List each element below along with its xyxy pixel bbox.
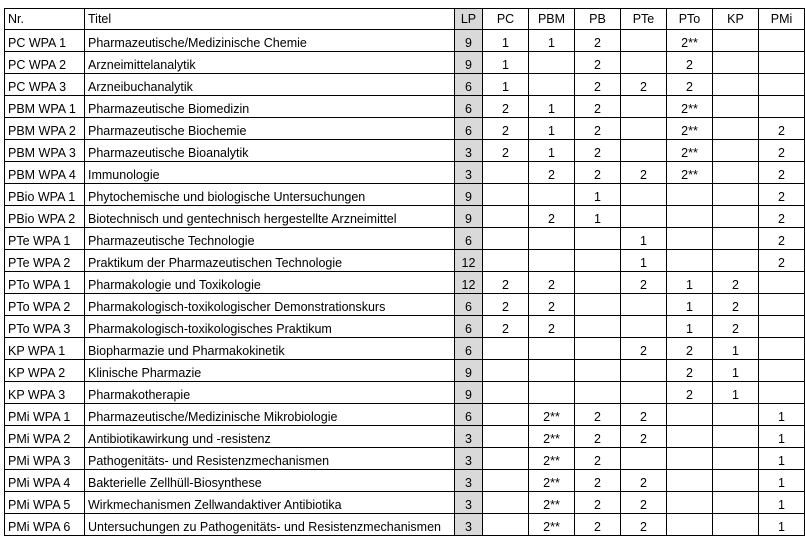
cell-titel: Pathogenitäts- und Resistenzmechanismen bbox=[85, 448, 455, 470]
cell-pmi bbox=[759, 96, 805, 118]
table-row bbox=[5, 382, 805, 404]
table-row bbox=[5, 118, 805, 140]
cell-nr: PMi WPA 4 bbox=[5, 470, 85, 492]
cell-lp: 3 bbox=[455, 448, 483, 470]
cell-pmi: 1 bbox=[759, 470, 805, 492]
cell-pbm: 2** bbox=[529, 514, 575, 536]
cell-pte bbox=[621, 316, 667, 338]
cell-kp bbox=[713, 470, 759, 492]
cell-pbm: 2** bbox=[529, 448, 575, 470]
cell-nr: PC WPA 2 bbox=[5, 52, 85, 74]
cell-lp: 12 bbox=[455, 272, 483, 294]
cell-nr: PBio WPA 1 bbox=[5, 184, 85, 206]
cell-kp bbox=[713, 448, 759, 470]
cell-pmi: 2 bbox=[759, 162, 805, 184]
cell-pto: 2** bbox=[667, 30, 713, 52]
cell-pto bbox=[667, 250, 713, 272]
cell-lp: 6 bbox=[455, 404, 483, 426]
cell-titel: Pharmazeutische Technologie bbox=[85, 228, 455, 250]
cell-pto bbox=[667, 492, 713, 514]
cell-pb: 2 bbox=[575, 140, 621, 162]
cell-pto: 1 bbox=[667, 294, 713, 316]
cell-titel: Pharmazeutische Biomedizin bbox=[85, 96, 455, 118]
cell-pto: 2** bbox=[667, 96, 713, 118]
cell-kp: 2 bbox=[713, 294, 759, 316]
cell-pb bbox=[575, 360, 621, 382]
cell-lp: 9 bbox=[455, 382, 483, 404]
cell-kp bbox=[713, 206, 759, 228]
cell-pc bbox=[483, 162, 529, 184]
cell-pb: 2 bbox=[575, 162, 621, 184]
table-row bbox=[5, 206, 805, 228]
cell-pc: 1 bbox=[483, 52, 529, 74]
header-pto: PTo bbox=[667, 9, 713, 30]
cell-lp: 3 bbox=[455, 426, 483, 448]
cell-kp: 1 bbox=[713, 360, 759, 382]
cell-lp: 3 bbox=[455, 514, 483, 536]
cell-pto: 1 bbox=[667, 272, 713, 294]
table-row bbox=[5, 448, 805, 470]
cell-titel: Pharmakologie und Toxikologie bbox=[85, 272, 455, 294]
cell-pb bbox=[575, 316, 621, 338]
cell-lp: 3 bbox=[455, 470, 483, 492]
cell-nr: PBM WPA 3 bbox=[5, 140, 85, 162]
cell-pc bbox=[483, 184, 529, 206]
cell-pc bbox=[483, 448, 529, 470]
cell-kp bbox=[713, 162, 759, 184]
cell-titel: Immunologie bbox=[85, 162, 455, 184]
cell-pc bbox=[483, 492, 529, 514]
cell-pmi bbox=[759, 316, 805, 338]
cell-pc bbox=[483, 228, 529, 250]
cell-lp: 3 bbox=[455, 140, 483, 162]
cell-lp: 6 bbox=[455, 118, 483, 140]
cell-pmi bbox=[759, 360, 805, 382]
cell-nr: PMi WPA 2 bbox=[5, 426, 85, 448]
cell-titel: Pharmazeutische Bioanalytik bbox=[85, 140, 455, 162]
cell-pte bbox=[621, 96, 667, 118]
table-body bbox=[5, 30, 805, 536]
cell-pte: 2 bbox=[621, 404, 667, 426]
header-kp: KP bbox=[713, 9, 759, 30]
cell-pc bbox=[483, 426, 529, 448]
cell-lp: 9 bbox=[455, 206, 483, 228]
cell-pte: 1 bbox=[621, 228, 667, 250]
cell-pc: 2 bbox=[483, 140, 529, 162]
cell-pte: 1 bbox=[621, 250, 667, 272]
cell-lp: 3 bbox=[455, 162, 483, 184]
cell-pc bbox=[483, 360, 529, 382]
cell-pb: 2 bbox=[575, 492, 621, 514]
header-pc: PC bbox=[483, 9, 529, 30]
cell-nr: PMi WPA 5 bbox=[5, 492, 85, 514]
cell-kp: 1 bbox=[713, 338, 759, 360]
cell-pte bbox=[621, 360, 667, 382]
header-nr: Nr. bbox=[5, 9, 85, 30]
table-row bbox=[5, 316, 805, 338]
cell-pbm: 2 bbox=[529, 272, 575, 294]
cell-pb: 2 bbox=[575, 448, 621, 470]
cell-pte bbox=[621, 184, 667, 206]
cell-pte bbox=[621, 294, 667, 316]
cell-pb: 1 bbox=[575, 206, 621, 228]
cell-pto bbox=[667, 470, 713, 492]
cell-pto: 2 bbox=[667, 52, 713, 74]
table-row bbox=[5, 272, 805, 294]
cell-pmi: 2 bbox=[759, 184, 805, 206]
cell-titel: Untersuchungen zu Pathogenitäts- und Resistenzmechanismen bbox=[85, 514, 455, 536]
header-pmi: PMi bbox=[759, 9, 805, 30]
cell-nr: PTe WPA 2 bbox=[5, 250, 85, 272]
cell-titel: Klinische Pharmazie bbox=[85, 360, 455, 382]
cell-kp bbox=[713, 404, 759, 426]
cell-nr: KP WPA 2 bbox=[5, 360, 85, 382]
cell-titel: Biotechnisch und gentechnisch hergestellte Arzneimittel bbox=[85, 206, 455, 228]
cell-titel: Bakterielle Zellhüll-Biosynthese bbox=[85, 470, 455, 492]
cell-pmi: 1 bbox=[759, 514, 805, 536]
cell-pbm: 2** bbox=[529, 470, 575, 492]
cell-kp bbox=[713, 74, 759, 96]
cell-pb bbox=[575, 272, 621, 294]
cell-pbm bbox=[529, 382, 575, 404]
cell-pb: 2 bbox=[575, 30, 621, 52]
cell-pb: 2 bbox=[575, 514, 621, 536]
cell-pte bbox=[621, 448, 667, 470]
cell-nr: PBM WPA 4 bbox=[5, 162, 85, 184]
cell-nr: PTe WPA 1 bbox=[5, 228, 85, 250]
cell-pb: 2 bbox=[575, 404, 621, 426]
cell-pbm bbox=[529, 360, 575, 382]
cell-pte: 2 bbox=[621, 514, 667, 536]
cell-nr: PMi WPA 3 bbox=[5, 448, 85, 470]
cell-titel: Phytochemische und biologische Untersuchungen bbox=[85, 184, 455, 206]
table-row bbox=[5, 250, 805, 272]
header-row bbox=[5, 9, 805, 30]
cell-pbm: 1 bbox=[529, 118, 575, 140]
cell-pmi bbox=[759, 30, 805, 52]
cell-lp: 12 bbox=[455, 250, 483, 272]
cell-pb bbox=[575, 250, 621, 272]
cell-kp bbox=[713, 228, 759, 250]
cell-pte bbox=[621, 52, 667, 74]
cell-pc bbox=[483, 404, 529, 426]
cell-pmi bbox=[759, 294, 805, 316]
cell-pto: 2** bbox=[667, 140, 713, 162]
cell-pte: 2 bbox=[621, 74, 667, 96]
cell-pbm: 2** bbox=[529, 404, 575, 426]
cell-pto: 2 bbox=[667, 360, 713, 382]
table-row bbox=[5, 140, 805, 162]
cell-titel: Pharmazeutische/Medizinische Chemie bbox=[85, 30, 455, 52]
cell-pbm bbox=[529, 338, 575, 360]
cell-pto bbox=[667, 184, 713, 206]
cell-titel: Arzneimittelanalytik bbox=[85, 52, 455, 74]
cell-nr: PTo WPA 3 bbox=[5, 316, 85, 338]
cell-pmi: 2 bbox=[759, 206, 805, 228]
cell-nr: PBio WPA 2 bbox=[5, 206, 85, 228]
cell-kp bbox=[713, 250, 759, 272]
cell-pbm: 2** bbox=[529, 492, 575, 514]
cell-nr: KP WPA 1 bbox=[5, 338, 85, 360]
header-lp: LP bbox=[455, 9, 483, 30]
cell-pto bbox=[667, 426, 713, 448]
cell-pmi: 2 bbox=[759, 118, 805, 140]
cell-pc bbox=[483, 514, 529, 536]
cell-lp: 9 bbox=[455, 30, 483, 52]
cell-pc: 2 bbox=[483, 294, 529, 316]
header-pb: PB bbox=[575, 9, 621, 30]
cell-pmi bbox=[759, 52, 805, 74]
table-row bbox=[5, 426, 805, 448]
cell-kp bbox=[713, 96, 759, 118]
table-row bbox=[5, 492, 805, 514]
cell-pc: 1 bbox=[483, 74, 529, 96]
cell-pc bbox=[483, 338, 529, 360]
cell-titel: Pharmazeutische/Medizinische Mikrobiologie bbox=[85, 404, 455, 426]
cell-titel: Pharmakologisch-toxikologischer Demonstrationskurs bbox=[85, 294, 455, 316]
cell-kp bbox=[713, 514, 759, 536]
cell-titel: Pharmakotherapie bbox=[85, 382, 455, 404]
cell-pb bbox=[575, 294, 621, 316]
cell-lp: 6 bbox=[455, 294, 483, 316]
cell-titel: Pharmakologisch-toxikologisches Praktikum bbox=[85, 316, 455, 338]
cell-pmi bbox=[759, 382, 805, 404]
cell-pb bbox=[575, 338, 621, 360]
cell-pmi: 1 bbox=[759, 492, 805, 514]
cell-pc bbox=[483, 382, 529, 404]
cell-pte: 2 bbox=[621, 338, 667, 360]
cell-nr: PMi WPA 6 bbox=[5, 514, 85, 536]
cell-titel: Antibiotikawirkung und -resistenz bbox=[85, 426, 455, 448]
cell-pb bbox=[575, 382, 621, 404]
cell-lp: 6 bbox=[455, 74, 483, 96]
cell-kp bbox=[713, 30, 759, 52]
cell-kp: 1 bbox=[713, 382, 759, 404]
cell-pmi: 1 bbox=[759, 404, 805, 426]
cell-pc: 2 bbox=[483, 272, 529, 294]
cell-pc: 2 bbox=[483, 96, 529, 118]
cell-nr: PBM WPA 1 bbox=[5, 96, 85, 118]
cell-pc: 2 bbox=[483, 118, 529, 140]
cell-kp: 2 bbox=[713, 272, 759, 294]
cell-pto: 2 bbox=[667, 382, 713, 404]
header-pte: PTe bbox=[621, 9, 667, 30]
table-row bbox=[5, 228, 805, 250]
cell-pto: 1 bbox=[667, 316, 713, 338]
cell-pb: 2 bbox=[575, 426, 621, 448]
cell-pmi: 1 bbox=[759, 426, 805, 448]
cell-pbm bbox=[529, 184, 575, 206]
cell-pto: 2** bbox=[667, 162, 713, 184]
cell-pte: 2 bbox=[621, 162, 667, 184]
cell-pmi: 2 bbox=[759, 140, 805, 162]
cell-pc bbox=[483, 206, 529, 228]
cell-pmi: 2 bbox=[759, 228, 805, 250]
cell-kp bbox=[713, 140, 759, 162]
cell-pto: 2** bbox=[667, 118, 713, 140]
cell-pb: 2 bbox=[575, 74, 621, 96]
cell-pte bbox=[621, 118, 667, 140]
cell-pte bbox=[621, 30, 667, 52]
cell-pb: 2 bbox=[575, 96, 621, 118]
cell-pbm: 1 bbox=[529, 140, 575, 162]
cell-pte: 2 bbox=[621, 426, 667, 448]
header-titel: Titel bbox=[85, 9, 455, 30]
cell-nr: PBM WPA 2 bbox=[5, 118, 85, 140]
cell-kp bbox=[713, 52, 759, 74]
table-row bbox=[5, 294, 805, 316]
table-row bbox=[5, 96, 805, 118]
cell-pto bbox=[667, 206, 713, 228]
cell-lp: 6 bbox=[455, 316, 483, 338]
table-row bbox=[5, 184, 805, 206]
cell-lp: 9 bbox=[455, 360, 483, 382]
cell-lp: 3 bbox=[455, 492, 483, 514]
cell-pc: 1 bbox=[483, 30, 529, 52]
table-row bbox=[5, 52, 805, 74]
cell-pb: 2 bbox=[575, 470, 621, 492]
cell-nr: PMi WPA 1 bbox=[5, 404, 85, 426]
cell-pb: 2 bbox=[575, 52, 621, 74]
cell-kp bbox=[713, 426, 759, 448]
module-table bbox=[4, 8, 805, 536]
cell-pto bbox=[667, 228, 713, 250]
cell-kp bbox=[713, 184, 759, 206]
cell-lp: 9 bbox=[455, 52, 483, 74]
cell-lp: 9 bbox=[455, 184, 483, 206]
cell-pbm bbox=[529, 74, 575, 96]
cell-nr: PC WPA 3 bbox=[5, 74, 85, 96]
cell-pte bbox=[621, 140, 667, 162]
cell-pbm bbox=[529, 250, 575, 272]
cell-nr: PTo WPA 1 bbox=[5, 272, 85, 294]
cell-titel: Wirkmechanismen Zellwandaktiver Antibiotika bbox=[85, 492, 455, 514]
cell-titel: Pharmazeutische Biochemie bbox=[85, 118, 455, 140]
cell-nr: KP WPA 3 bbox=[5, 382, 85, 404]
cell-pmi bbox=[759, 74, 805, 96]
table-row bbox=[5, 30, 805, 52]
table-row bbox=[5, 74, 805, 96]
cell-pmi bbox=[759, 272, 805, 294]
table-row bbox=[5, 360, 805, 382]
cell-pbm: 1 bbox=[529, 30, 575, 52]
cell-pmi: 1 bbox=[759, 448, 805, 470]
cell-pte: 2 bbox=[621, 470, 667, 492]
cell-pc bbox=[483, 470, 529, 492]
cell-kp bbox=[713, 492, 759, 514]
cell-pte bbox=[621, 382, 667, 404]
cell-pbm: 1 bbox=[529, 96, 575, 118]
cell-pbm bbox=[529, 52, 575, 74]
cell-pto bbox=[667, 514, 713, 536]
cell-nr: PC WPA 1 bbox=[5, 30, 85, 52]
cell-nr: PTo WPA 2 bbox=[5, 294, 85, 316]
header-pbm: PBM bbox=[529, 9, 575, 30]
cell-lp: 6 bbox=[455, 228, 483, 250]
cell-pc: 2 bbox=[483, 316, 529, 338]
cell-pte bbox=[621, 206, 667, 228]
cell-kp: 2 bbox=[713, 316, 759, 338]
cell-pbm: 2 bbox=[529, 162, 575, 184]
cell-pmi: 2 bbox=[759, 250, 805, 272]
cell-titel: Biopharmazie und Pharmakokinetik bbox=[85, 338, 455, 360]
cell-lp: 6 bbox=[455, 338, 483, 360]
table-row bbox=[5, 404, 805, 426]
cell-pte: 2 bbox=[621, 492, 667, 514]
cell-kp bbox=[713, 118, 759, 140]
cell-pb: 1 bbox=[575, 184, 621, 206]
table-row bbox=[5, 514, 805, 536]
cell-titel: Praktikum der Pharmazeutischen Technologie bbox=[85, 250, 455, 272]
table-row bbox=[5, 470, 805, 492]
cell-pbm bbox=[529, 228, 575, 250]
cell-pto: 2 bbox=[667, 338, 713, 360]
cell-pb bbox=[575, 228, 621, 250]
table-row bbox=[5, 162, 805, 184]
cell-pb: 2 bbox=[575, 118, 621, 140]
cell-titel: Arzneibuchanalytik bbox=[85, 74, 455, 96]
table-row bbox=[5, 338, 805, 360]
cell-pto bbox=[667, 448, 713, 470]
cell-pbm: 2 bbox=[529, 316, 575, 338]
cell-pbm: 2** bbox=[529, 426, 575, 448]
cell-pte: 2 bbox=[621, 272, 667, 294]
cell-pc bbox=[483, 250, 529, 272]
cell-pbm: 2 bbox=[529, 294, 575, 316]
cell-pbm: 2 bbox=[529, 206, 575, 228]
cell-pto bbox=[667, 404, 713, 426]
cell-lp: 6 bbox=[455, 96, 483, 118]
cell-pmi bbox=[759, 338, 805, 360]
cell-pto: 2 bbox=[667, 74, 713, 96]
